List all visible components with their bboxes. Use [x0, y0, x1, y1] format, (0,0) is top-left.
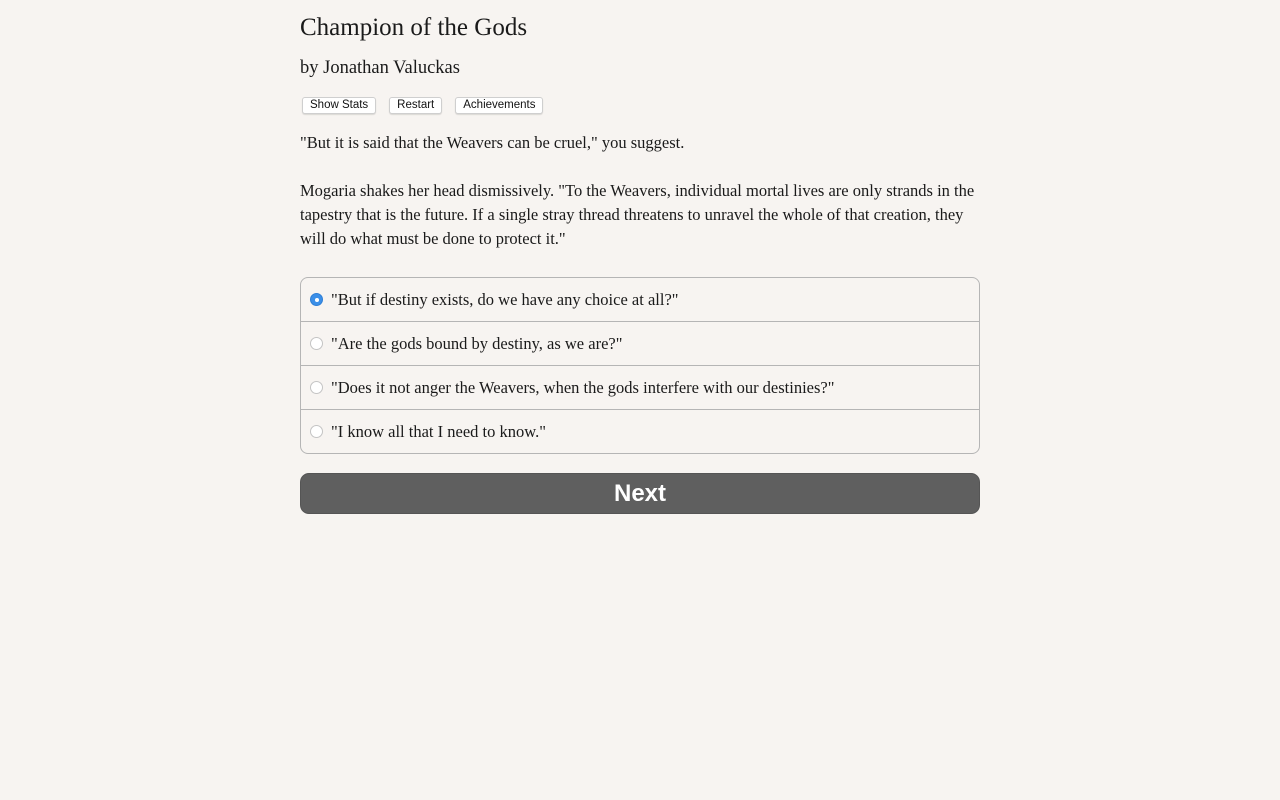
game-title: Champion of the Gods [300, 14, 528, 41]
choice-label: "I know all that I need to know." [331, 421, 546, 441]
choice-list [300, 277, 980, 454]
radio-unselected-icon[interactable] [310, 381, 323, 394]
toolbar [302, 97, 556, 114]
choice-option[interactable] [301, 410, 979, 453]
choice-option[interactable] [301, 366, 979, 410]
choice-label: "Are the gods bound by destiny, as we are?" [331, 333, 623, 353]
radio-unselected-icon[interactable] [310, 425, 323, 438]
choice-label: "Does it not anger the Weavers, when the gods interfere with our destinies?" [331, 377, 835, 397]
radio-unselected-icon[interactable] [310, 337, 323, 350]
achievements-button[interactable]: Achievements [455, 97, 543, 114]
restart-button[interactable]: Restart [389, 97, 442, 114]
next-button[interactable]: Next [300, 473, 980, 514]
show-stats-button[interactable]: Show Stats [302, 97, 376, 114]
choice-option[interactable] [301, 322, 979, 366]
game-author: by Jonathan Valuckas [300, 58, 460, 78]
story-paragraph: Mogaria shakes her head dismissively. "To the Weavers, individual mortal lives are only strands in the tapestry that is the future. If a single stray thread threatens to unravel the whole of that creation, they will do what must be done to protect it." [300, 181, 975, 248]
radio-selected-icon[interactable] [310, 293, 323, 306]
choice-label: "But if destiny exists, do we have any choice at all?" [331, 289, 679, 309]
choice-option[interactable] [301, 278, 979, 322]
story-paragraph: "But it is said that the Weavers can be cruel," you suggest. [300, 133, 685, 152]
